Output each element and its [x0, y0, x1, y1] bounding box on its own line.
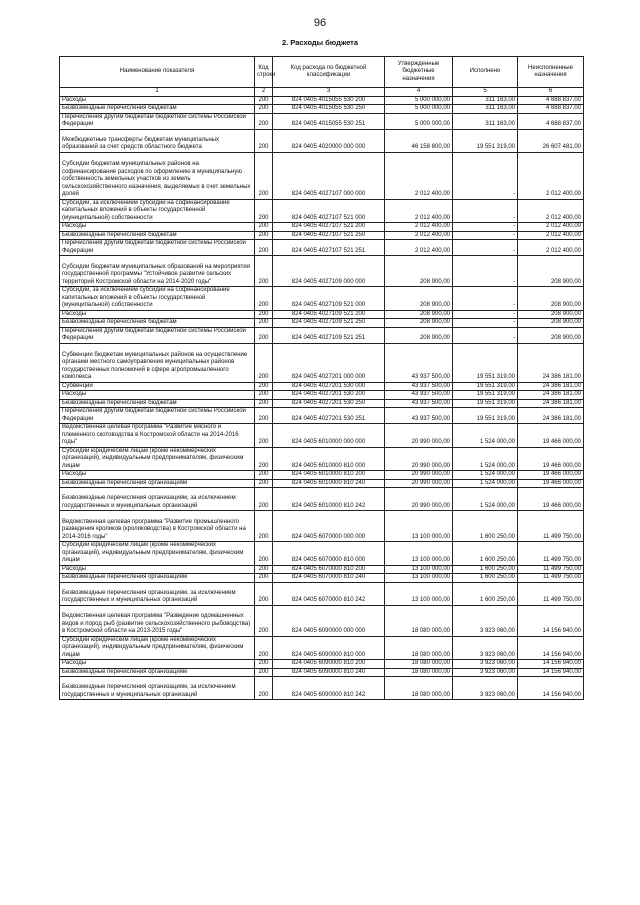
row-line-code: 200	[255, 565, 273, 574]
row-approved: 20 990 000,00	[385, 424, 453, 448]
row-class-code: 824 0405 6010000 810 000	[273, 447, 385, 471]
row-class-code: 824 0405 4027107 521 000	[273, 199, 385, 223]
row-approved: 46 158 800,00	[385, 129, 453, 152]
row-approved: 2 012 400,00	[385, 231, 453, 240]
row-name: Безвозмездные перечисления организациям	[60, 479, 255, 488]
row-executed: 19 551 319,00	[453, 391, 518, 400]
row-line-code: 200	[255, 343, 273, 382]
row-unexecuted: 11 499 750,00	[518, 542, 584, 566]
row-class-code: 824 0405 4027201 530 000	[273, 382, 385, 391]
row-line-code: 200	[255, 105, 273, 114]
row-approved: 18 080 000,00	[385, 636, 453, 660]
row-unexecuted: 24 386 181,00	[518, 343, 584, 382]
row-approved: 20 990 000,00	[385, 471, 453, 480]
row-line-code: 200	[255, 287, 273, 311]
row-unexecuted: 4 688 837,00	[518, 96, 584, 105]
table-row	[60, 113, 584, 129]
row-name: Расходы	[60, 660, 255, 669]
row-unexecuted: 11 499 750,00	[518, 582, 584, 605]
row-executed: 311 163,00	[453, 113, 518, 129]
row-class-code: 824 0405 4027109 521 250	[273, 319, 385, 328]
row-executed: -	[453, 319, 518, 328]
row-class-code: 824 0405 6070000 810 240	[273, 574, 385, 583]
row-executed: -	[453, 231, 518, 240]
row-unexecuted: 19 466 000,00	[518, 479, 584, 488]
column-number: 5	[453, 88, 518, 97]
row-approved: 18 080 000,00	[385, 660, 453, 669]
table-body	[60, 96, 584, 700]
table-row	[60, 447, 584, 471]
row-name: Безвозмездные перечисления организациям, за исключением государственных и муниципальных организаций	[60, 582, 255, 605]
row-class-code: 824 0405 4027109 521 000	[273, 287, 385, 311]
table-row	[60, 424, 584, 448]
row-approved: 5 000 000,00	[385, 96, 453, 105]
row-unexecuted: 2 012 400,00	[518, 231, 584, 240]
row-approved: 18 080 000,00	[385, 677, 453, 700]
row-line-code: 200	[255, 605, 273, 636]
table-row	[60, 231, 584, 240]
row-class-code: 824 0405 6090000 810 242	[273, 677, 385, 700]
row-class-code: 824 0405 6090000 000 000	[273, 605, 385, 636]
row-approved: 43 937 500,00	[385, 391, 453, 400]
table-row	[60, 310, 584, 319]
row-name: Субсидии юридическим лицам (кроме некоммерческих организаций), индивидуальным предпринимателям, физическим лицам	[60, 542, 255, 566]
row-class-code: 824 0405 4015055 530 200	[273, 96, 385, 105]
row-line-code: 200	[255, 399, 273, 408]
table-row	[60, 391, 584, 400]
row-executed: 1 600 250,00	[453, 542, 518, 566]
row-name: Субсидии, за исключением субсидий на софинансирование капитальных вложений в объекты государственной (муниципальной) собственности	[60, 199, 255, 223]
row-line-code: 200	[255, 668, 273, 677]
row-line-code: 200	[255, 574, 273, 583]
row-line-code: 200	[255, 391, 273, 400]
header-row	[60, 57, 584, 88]
table-row	[60, 319, 584, 328]
table-row	[60, 408, 584, 424]
row-name: Расходы	[60, 391, 255, 400]
row-approved: 13 100 000,00	[385, 574, 453, 583]
row-unexecuted: 19 466 000,00	[518, 424, 584, 448]
section-title: 2. Расходы бюджета	[281, 38, 359, 47]
row-approved: 13 100 000,00	[385, 542, 453, 566]
row-approved: 43 937 500,00	[385, 399, 453, 408]
row-name: Расходы	[60, 223, 255, 232]
row-class-code: 824 0405 4027109 000 000	[273, 256, 385, 287]
table-row	[60, 636, 584, 660]
row-line-code: 200	[255, 310, 273, 319]
row-class-code: 824 0405 6070000 810 242	[273, 582, 385, 605]
row-unexecuted: 14 156 940,00	[518, 636, 584, 660]
row-executed: 3 923 060,00	[453, 636, 518, 660]
row-executed: 3 923 060,00	[453, 660, 518, 669]
row-executed: -	[453, 223, 518, 232]
row-name: Ведомственная целевая программа "Развитие мясного и племенного скотоводства в Костромской области на 2014-2016 годы"	[60, 424, 255, 448]
table-row	[60, 471, 584, 480]
header-line-code: Код строки	[255, 57, 273, 88]
row-executed: -	[453, 199, 518, 223]
row-name: Безвозмездные перечисления бюджетам	[60, 319, 255, 328]
row-executed: 1 600 250,00	[453, 574, 518, 583]
row-approved: 13 100 000,00	[385, 511, 453, 542]
row-name: Ведомственная целевая программа "Разведение одомашненных видов и пород рыб (развитие сельскохозяйственного рыбоводства) в Костромской области на 2013-2015 годы"	[60, 605, 255, 636]
row-class-code: 824 0405 4027107 000 000	[273, 152, 385, 199]
header-unexecuted: Неисполненные назначения	[518, 57, 584, 88]
row-class-code: 824 0405 6090000 810 000	[273, 636, 385, 660]
row-class-code: 824 0405 4027109 521 200	[273, 310, 385, 319]
row-class-code: 824 0405 6010000 000 000	[273, 424, 385, 448]
row-class-code: 824 0405 4027201 530 251	[273, 408, 385, 424]
row-class-code: 824 0405 4015055 530 251	[273, 113, 385, 129]
row-approved: 2 012 400,00	[385, 223, 453, 232]
row-name: Безвозмездные перечисления организациям	[60, 574, 255, 583]
row-class-code: 824 0405 4027201 530 200	[273, 391, 385, 400]
row-line-code: 200	[255, 152, 273, 199]
row-unexecuted: 2 012 400,00	[518, 240, 584, 256]
row-approved: 5 000 000,00	[385, 105, 453, 114]
table-row	[60, 223, 584, 232]
row-unexecuted: 2 012 400,00	[518, 199, 584, 223]
row-class-code: 824 0405 6070000 810 000	[273, 542, 385, 566]
row-executed: 3 923 060,00	[453, 668, 518, 677]
row-line-code: 200	[255, 96, 273, 105]
table-row	[60, 660, 584, 669]
row-unexecuted: 208 900,00	[518, 287, 584, 311]
row-name: Субсидии бюджетам муниципальных районов на софинансирование расходов по оформлению в муниципальную собственность земельных участков из земель сельскохозяйственного назначения, выделяемых в счет земельных долей	[60, 152, 255, 199]
row-name: Безвозмездные перечисления организациям	[60, 668, 255, 677]
row-executed: 311 163,00	[453, 105, 518, 114]
row-name: Ведомственная целевая программа "Развитие промышленного разведения кроликов (кролиководства) в Костромской области на 2014-2016 годы"	[60, 511, 255, 542]
row-class-code: 824 0405 4020000 000 000	[273, 129, 385, 152]
table-row	[60, 399, 584, 408]
row-name: Расходы	[60, 471, 255, 480]
row-approved: 43 937 500,00	[385, 382, 453, 391]
row-approved: 20 990 000,00	[385, 447, 453, 471]
row-executed: 311 163,00	[453, 96, 518, 105]
row-executed: -	[453, 327, 518, 343]
row-approved: 2 012 400,00	[385, 240, 453, 256]
row-approved: 208 900,00	[385, 327, 453, 343]
column-number: 3	[273, 88, 385, 97]
row-class-code: 824 0405 6010000 810 200	[273, 471, 385, 480]
table-row	[60, 343, 584, 382]
row-name: Безвозмездные перечисления бюджетам	[60, 231, 255, 240]
row-unexecuted: 14 156 940,00	[518, 677, 584, 700]
row-name: Субвенции бюджетам муниципальных районов на осуществление органами местного самоуправления муниципальных районов государственных полномочий в сфере агропромышленного комплекса	[60, 343, 255, 382]
row-unexecuted: 14 156 940,00	[518, 605, 584, 636]
row-approved: 208 900,00	[385, 319, 453, 328]
row-line-code: 200	[255, 240, 273, 256]
row-name: Межбюджетные трансферты бюджетам муниципальных образований за счет средств областного бюджета	[60, 129, 255, 152]
row-unexecuted: 2 012 400,00	[518, 223, 584, 232]
row-approved: 13 100 000,00	[385, 582, 453, 605]
row-executed: -	[453, 152, 518, 199]
row-line-code: 200	[255, 488, 273, 511]
column-number: 6	[518, 88, 584, 97]
row-unexecuted: 14 156 940,00	[518, 668, 584, 677]
row-unexecuted: 19 466 000,00	[518, 488, 584, 511]
row-executed: 3 923 060,00	[453, 677, 518, 700]
table-row	[60, 256, 584, 287]
row-line-code: 200	[255, 113, 273, 129]
table-row	[60, 129, 584, 152]
row-line-code: 200	[255, 479, 273, 488]
row-unexecuted: 26 607 481,00	[518, 129, 584, 152]
row-approved: 18 080 000,00	[385, 668, 453, 677]
row-class-code: 824 0405 4027107 521 250	[273, 231, 385, 240]
row-line-code: 200	[255, 471, 273, 480]
row-unexecuted: 208 900,00	[518, 319, 584, 328]
row-class-code: 824 0405 4015055 530 250	[273, 105, 385, 114]
column-number: 4	[385, 88, 453, 97]
table-row	[60, 668, 584, 677]
row-name: Безвозмездные перечисления бюджетам	[60, 399, 255, 408]
row-line-code: 200	[255, 582, 273, 605]
column-number-row	[60, 88, 584, 97]
expenditure-table	[59, 56, 584, 700]
row-approved: 208 900,00	[385, 287, 453, 311]
row-approved: 2 012 400,00	[385, 152, 453, 199]
row-class-code: 824 0405 4027201 000 000	[273, 343, 385, 382]
row-name: Субсидии юридическим лицам (кроме некоммерческих организаций), индивидуальным предпринимателям, физическим лицам	[60, 636, 255, 660]
row-class-code: 824 0405 6010000 810 240	[273, 479, 385, 488]
header-class-code: Код расхода по бюджетной классификации	[273, 57, 385, 88]
row-approved: 208 900,00	[385, 256, 453, 287]
row-line-code: 200	[255, 319, 273, 328]
header-name: Наименование показателя	[60, 57, 255, 88]
row-executed: -	[453, 240, 518, 256]
row-line-code: 200	[255, 408, 273, 424]
row-unexecuted: 19 466 000,00	[518, 471, 584, 480]
row-line-code: 200	[255, 636, 273, 660]
table-row	[60, 511, 584, 542]
row-unexecuted: 19 466 000,00	[518, 447, 584, 471]
table-row	[60, 582, 584, 605]
table-row	[60, 565, 584, 574]
row-executed: 19 551 319,00	[453, 129, 518, 152]
row-executed: 19 551 319,00	[453, 382, 518, 391]
row-class-code: 824 0405 4027109 521 251	[273, 327, 385, 343]
row-name: Субвенции	[60, 382, 255, 391]
row-unexecuted: 24 386 181,00	[518, 408, 584, 424]
row-unexecuted: 208 900,00	[518, 310, 584, 319]
row-unexecuted: 208 900,00	[518, 256, 584, 287]
row-line-code: 200	[255, 327, 273, 343]
row-line-code: 200	[255, 511, 273, 542]
row-unexecuted: 208 900,00	[518, 327, 584, 343]
row-unexecuted: 14 156 940,00	[518, 660, 584, 669]
row-name: Безвозмездные перечисления организациям, за исключением государственных и муниципальных организаций	[60, 488, 255, 511]
row-line-code: 200	[255, 447, 273, 471]
row-name: Перечисления другим бюджетам бюджетной системы Российской Федерации	[60, 113, 255, 129]
page-number: 96	[313, 17, 327, 29]
row-approved: 20 990 000,00	[385, 479, 453, 488]
row-name: Расходы	[60, 310, 255, 319]
row-executed: 1 524 000,00	[453, 424, 518, 448]
row-executed: 19 551 319,00	[453, 408, 518, 424]
header-approved: Утвержденные бюджетные назначения	[385, 57, 453, 88]
table-row	[60, 542, 584, 566]
row-class-code: 824 0405 4027201 530 250	[273, 399, 385, 408]
row-unexecuted: 11 499 750,00	[518, 574, 584, 583]
table-row	[60, 287, 584, 311]
row-approved: 18 080 000,00	[385, 605, 453, 636]
table-row	[60, 382, 584, 391]
row-unexecuted: 11 499 750,00	[518, 511, 584, 542]
row-approved: 43 937 500,00	[385, 408, 453, 424]
row-unexecuted: 24 386 181,00	[518, 382, 584, 391]
row-name: Перечисления другим бюджетам бюджетной системы Российской Федерации	[60, 240, 255, 256]
table-row	[60, 327, 584, 343]
row-class-code: 824 0405 6070000 810 200	[273, 565, 385, 574]
row-executed: 3 923 060,00	[453, 605, 518, 636]
row-class-code: 824 0405 4027107 521 200	[273, 223, 385, 232]
row-approved: 43 937 500,00	[385, 343, 453, 382]
row-executed: 1 600 250,00	[453, 565, 518, 574]
row-name: Субсидии, за исключением субсидий на софинансирование капитальных вложений в объекты государственной (муниципальной) собственности	[60, 287, 255, 311]
row-line-code: 200	[255, 424, 273, 448]
row-approved: 2 012 400,00	[385, 199, 453, 223]
row-approved: 5 000 000,00	[385, 113, 453, 129]
row-class-code: 824 0405 6090000 810 240	[273, 668, 385, 677]
table-row	[60, 605, 584, 636]
row-unexecuted: 24 386 181,00	[518, 391, 584, 400]
row-executed: -	[453, 287, 518, 311]
row-class-code: 824 0405 6070000 000 000	[273, 511, 385, 542]
row-line-code: 200	[255, 231, 273, 240]
table-row	[60, 96, 584, 105]
row-executed: -	[453, 256, 518, 287]
row-executed: 1 600 250,00	[453, 511, 518, 542]
row-executed: 1 524 000,00	[453, 447, 518, 471]
row-name: Расходы	[60, 96, 255, 105]
row-unexecuted: 2 012 400,00	[518, 152, 584, 199]
row-unexecuted: 11 499 750,00	[518, 565, 584, 574]
row-unexecuted: 24 386 181,00	[518, 399, 584, 408]
row-name: Субсидии бюджетам муниципальных образований на мероприятия государственной программы "Устойчивое развитие сельских территорий Костромской области на 2014-2020 годы"	[60, 256, 255, 287]
row-line-code: 200	[255, 542, 273, 566]
row-executed: 1 524 000,00	[453, 488, 518, 511]
row-name: Расходы	[60, 565, 255, 574]
row-class-code: 824 0405 6010000 810 242	[273, 488, 385, 511]
row-executed: 19 551 319,00	[453, 343, 518, 382]
row-line-code: 200	[255, 677, 273, 700]
row-name: Безвозмездные перечисления бюджетам	[60, 105, 255, 114]
row-executed: 1 600 250,00	[453, 582, 518, 605]
column-number: 1	[60, 88, 255, 97]
table-row	[60, 240, 584, 256]
row-approved: 20 990 000,00	[385, 488, 453, 511]
row-approved: 208 900,00	[385, 310, 453, 319]
row-line-code: 200	[255, 199, 273, 223]
column-number: 2	[255, 88, 273, 97]
table-row	[60, 574, 584, 583]
table-row	[60, 199, 584, 223]
row-line-code: 200	[255, 129, 273, 152]
table-row	[60, 479, 584, 488]
row-line-code: 200	[255, 223, 273, 232]
table-row	[60, 677, 584, 700]
row-executed: 1 524 000,00	[453, 479, 518, 488]
table-row	[60, 152, 584, 199]
row-line-code: 200	[255, 382, 273, 391]
row-name: Безвозмездные перечисления организациям, за исключением государственных и муниципальных организаций	[60, 677, 255, 700]
row-executed: 19 551 319,00	[453, 399, 518, 408]
row-name: Субсидии юридическим лицам (кроме некоммерческих организаций), индивидуальным предпринимателям, физическим лицам	[60, 447, 255, 471]
row-line-code: 200	[255, 256, 273, 287]
header-executed: Исполнено	[453, 57, 518, 88]
row-class-code: 824 0405 6090000 810 200	[273, 660, 385, 669]
row-class-code: 824 0405 4027107 521 251	[273, 240, 385, 256]
table-row	[60, 488, 584, 511]
row-executed: -	[453, 310, 518, 319]
row-unexecuted: 4 688 837,00	[518, 105, 584, 114]
row-executed: 1 524 000,00	[453, 471, 518, 480]
table-row	[60, 105, 584, 114]
row-name: Перечисления другим бюджетам бюджетной системы Российской Федерации	[60, 408, 255, 424]
row-unexecuted: 4 688 837,00	[518, 113, 584, 129]
row-approved: 13 100 000,00	[385, 565, 453, 574]
row-name: Перечисления другим бюджетам бюджетной системы Российской Федерации	[60, 327, 255, 343]
row-line-code: 200	[255, 660, 273, 669]
